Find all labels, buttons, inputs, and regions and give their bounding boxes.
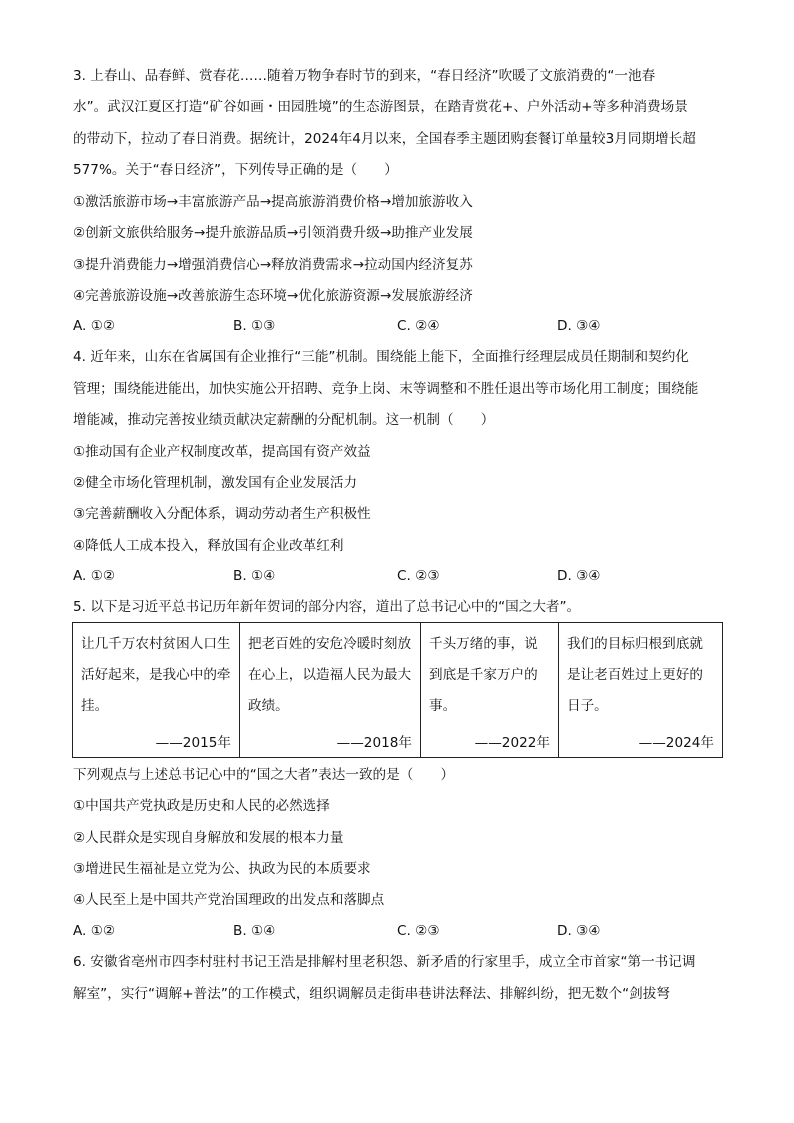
q3-stem-line-4: 577%。关于“春日经济”，下列传导正确的是（ ） [73,162,398,178]
quote-text: 千头万绪的事，说到底是千家万户的事。 [429,636,538,714]
q3-stem-line-2: 水”。武汉江夏区打造“矿谷如画・田园胜境”的生态游图景，在踏青赏花+、户外活动+等多种消费场景 [73,99,688,115]
q4-statement-1: ①推动国有企业产权制度改革，提高国有资产效益 [73,444,371,460]
quote-cell-2024 [559,623,723,758]
quote-year: ——2022年 [474,735,550,751]
q5-statement-4: ④人民至上是中国共产党治国理政的出发点和落脚点 [73,892,385,908]
q6-stem-line-1: 6. 安徽省亳州市四李村驻村书记王浩是排解村里老积怨、新矛盾的行家里手，成立全市首家“第一书记调 [73,954,696,970]
q5-option-d: D. ③④ [557,923,601,939]
quote-year: ——2018年 [336,735,412,751]
q4-statement-2: ②健全市场化管理机制，激发国有企业发展活力 [73,475,358,491]
quote-text: 让几千万农村贫困人口生活好起来，是我心中的牵挂。 [81,636,231,714]
q3-statement-4: ④完善旅游设施→改善旅游生态环境→优化旅游资源→发展旅游经济 [73,288,473,304]
quote-cell-2018 [240,623,421,758]
quote-text: 我们的目标归根到底就是让老百姓过上更好的日子。 [567,636,703,714]
q4-stem-line-3: 增能减，推动完善按业绩贡献决定薪酬的分配机制。这一机制（ ） [73,412,495,428]
quote-year: ——2015年 [155,735,231,751]
q4-option-b: B. ①④ [233,568,276,584]
q4-option-a: A. ①② [73,568,116,584]
q5-option-c: C. ②③ [397,923,440,939]
q5-option-a: A. ①② [73,923,116,939]
q5-statement-2: ②人民群众是实现自身解放和发展的根本力量 [73,830,344,846]
quote-cell-2015 [73,623,240,758]
quote-table [72,622,723,758]
q3-option-d: D. ③④ [557,318,601,334]
q4-option-d: D. ③④ [557,568,601,584]
q3-statement-3: ③提升消费能力→增强消费信心→释放消费需求→拉动国内经济复苏 [73,257,473,273]
q6-stem-line-2: 解室”，实行“调解+普法”的工作模式，组织调解员走街串巷讲法释法、排解纠纷，把无数个“剑拔弩 [73,986,670,1002]
q3-option-a: A. ①② [73,318,116,334]
q4-option-c: C. ②③ [397,568,440,584]
q5-intro: 5. 以下是习近平总书记历年新年贺词的部分内容，道出了总书记心中的“国之大者”。 [73,599,581,615]
quote-year: ——2024年 [638,735,714,751]
q3-option-b: B. ①③ [233,318,276,334]
q5-statement-1: ①中国共产党执政是历史和人民的必然选择 [73,798,330,814]
q3-statement-2: ②创新文旅供给服务→提升旅游品质→引领消费升级→助推产业发展 [73,225,473,241]
q3-stem-line-3: 的带动下，拉动了春日消费。据统计，2024年4月以来，全国春季主题团购套餐订单量较3月同期增长超 [73,131,696,147]
q5-question: 下列观点与上述总书记心中的“国之大者”表达一致的是（ ） [73,767,455,783]
quote-cell-2022 [421,623,559,758]
q3-stem-line-1: 3. 上春山、品春鲜、赏春花……随着万物争春时节的到来，“春日经济”吹暖了文旅消费的“一池春 [73,68,656,84]
q4-statement-3: ③完善薪酬收入分配体系，调动劳动者生产积极性 [73,506,371,522]
q4-stem-line-2: 管理；围绕能进能出，加快实施公开招聘、竞争上岗、末等调整和不胜任退出等市场化用工制度；围绕能 [73,381,699,397]
q5-statement-3: ③增进民生福祉是立党为公、执政为民的本质要求 [73,861,371,877]
q5-option-b: B. ①④ [233,923,276,939]
q3-option-c: C. ②④ [397,318,440,334]
q4-stem-line-1: 4. 近年来，山东在省属国有企业推行“三能”机制。围绕能上能下，全面推行经理层成员任期制和契约化 [73,349,689,365]
q4-statement-4: ④降低人工成本投入，释放国有企业改革红利 [73,538,344,554]
q3-statement-1: ①激活旅游市场→丰富旅游产品→提高旅游消费价格→增加旅游收入 [73,194,473,210]
quote-text: 把老百姓的安危冷暖时刻放在心上，以造福人民为最大政绩。 [248,636,412,714]
